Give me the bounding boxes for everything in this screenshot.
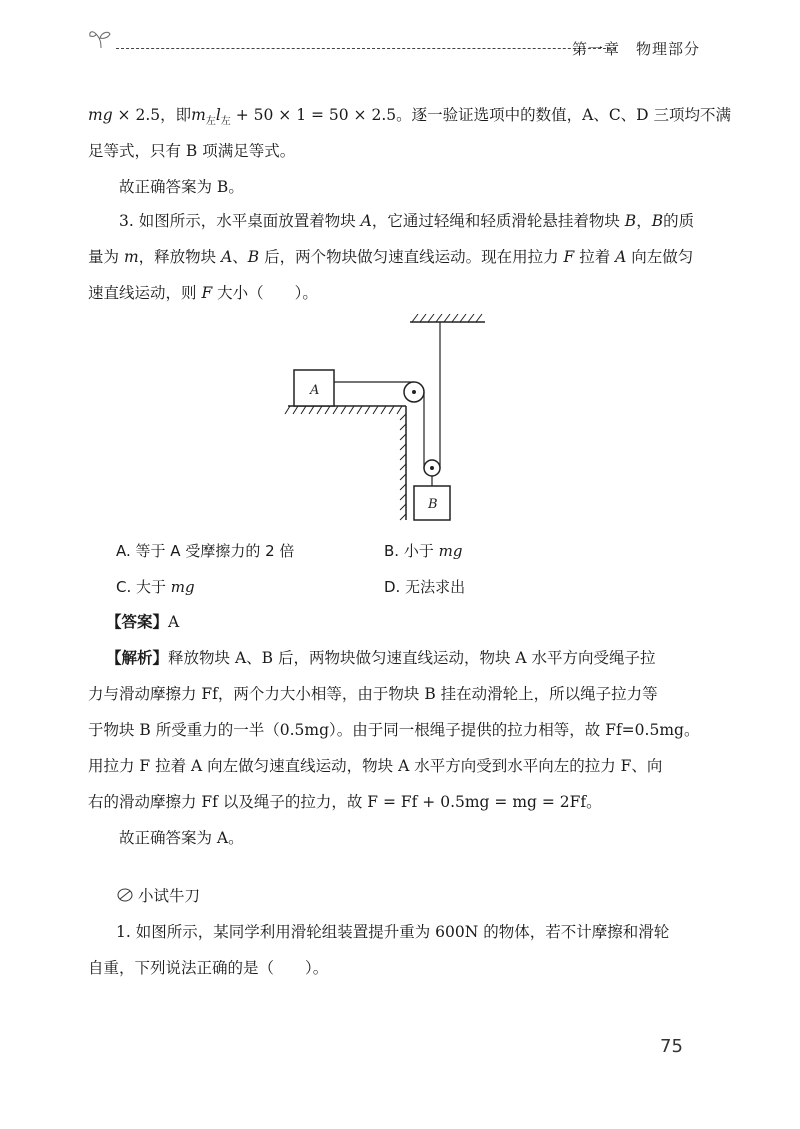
option-a: A. 等于 A 受摩擦力的 2 倍 <box>116 542 295 560</box>
practice-q1-line-1: 1. 如图所示，某同学利用滑轮组装置提升重为 600N 的物体，若不计摩擦和滑轮 <box>116 923 670 941</box>
analysis-line-3: 于物块 B 所受重力的一半（0.5mg）。由于同一根绳子提供的拉力相等，故 Ff=0.5mg。 <box>88 721 700 739</box>
block-a-label: A <box>310 383 320 398</box>
option-c: C. 大于 mg <box>116 578 195 596</box>
analysis-line-2: 力与滑动摩擦力 Ff，两个力大小相等，由于物块 B 挂在动滑轮上，所以绳子拉力等 <box>88 685 658 703</box>
analysis-line-5: 右的滑动摩擦力 Ff 以及绳子的拉力，故 F = Ff + 0.5mg = mg = 2Ff。 <box>88 793 602 811</box>
table-hatch <box>285 406 402 414</box>
block-b-label: B <box>428 497 438 512</box>
ceiling-hatch <box>412 314 482 322</box>
option-b: B. 小于 mg <box>384 542 463 560</box>
section-heading: 小试牛刀 <box>116 884 200 906</box>
option-d: D. 无法求出 <box>384 578 466 596</box>
page-number: 75 <box>660 1036 683 1057</box>
analysis-line-4: 用拉力 F 拉着 A 向左做匀速直线运动，物块 A 水平方向受到水平向左的拉力 F、向 <box>88 757 663 775</box>
pulley-diagram <box>280 310 500 530</box>
answer-line: 【答案】A <box>106 613 180 631</box>
header-rule <box>116 48 616 49</box>
pencil-icon <box>116 887 134 903</box>
prev-conclusion: 故正确答案为 B。 <box>119 178 244 196</box>
prev-line-1: mg × 2.5，即$m_左l_左 + 50 \times 1 = 50 \times 2.5$。逐一验证选项中的数值，A、C、D 三项均不满 <box>88 106 732 128</box>
analysis-line-1: 【解析】释放物块 A、B 后，两物块做匀速直线运动，物块 A 水平方向受绳子拉 <box>106 649 656 667</box>
chapter-title: 第一章 物理部分 <box>571 40 700 58</box>
question-3-text: 3. 如图所示，水平桌面放置着物块 A，它通过轻绳和轻质滑轮悬挂着物块 B，B的质量为 m，释放物块 A、B 后，两个物块做匀速直线运动。现在用拉力 F 拉着 A 向左做匀速直线运动，则 F 大小（ ）。 <box>88 212 695 302</box>
practice-q1-line-2: 自重，下列说法正确的是（ ）。 <box>88 959 329 977</box>
movable-pulley-axle <box>430 466 434 470</box>
sprout-icon <box>88 28 114 50</box>
table-side-hatch <box>400 414 406 520</box>
running-header <box>88 28 700 68</box>
analysis-conclusion: 故正确答案为 A。 <box>119 829 244 847</box>
prev-line-2: 足等式，只有 B 项满足等式。 <box>88 142 296 160</box>
fixed-pulley-axle <box>412 390 416 394</box>
